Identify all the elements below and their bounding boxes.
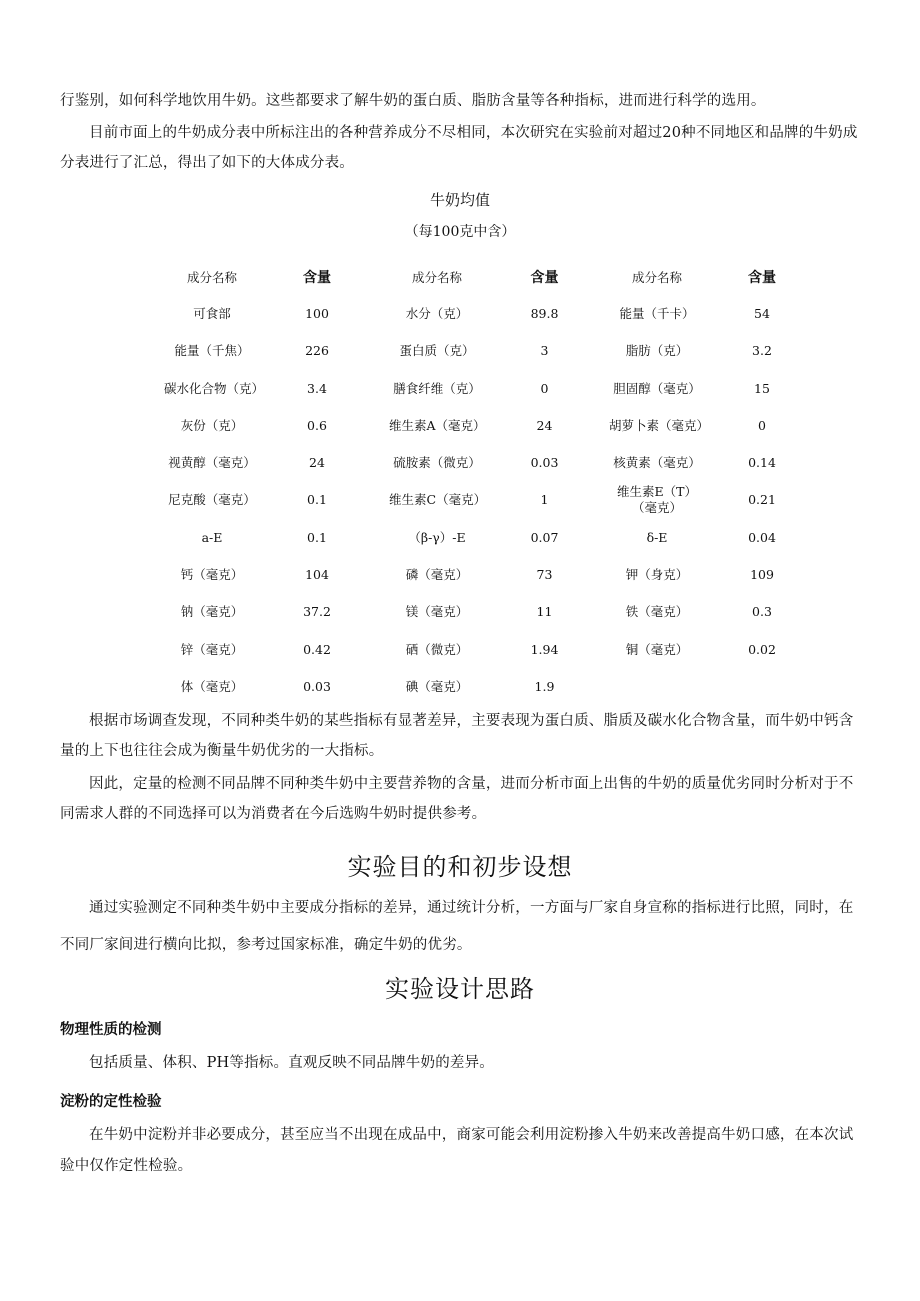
nutrient-amount: 15: [754, 380, 770, 396]
nutrient-name-cell: [587, 444, 727, 481]
nutrient-amount-cell: [727, 594, 797, 631]
nutrient-amount-cell: [727, 631, 797, 668]
nutrient-name-cell: [162, 444, 262, 481]
nutrient-name: 胡萝卜素（毫克）: [609, 417, 710, 433]
nutrient-amount-cell: [502, 370, 587, 407]
nutrient-name: 硒（微克）: [405, 641, 469, 657]
nutrient-amount-cell: [502, 519, 587, 556]
nutrient-amount: 73: [536, 567, 553, 583]
nutrient-amount-cell: [502, 444, 587, 481]
nutrient-amount-cell: [502, 295, 587, 332]
nutrient-amount: 0.3: [752, 604, 772, 620]
nutrient-name: 蛋白质（克）: [399, 343, 475, 359]
header-amount-2: 含量: [530, 269, 559, 286]
header-name-1: 成分名称: [186, 269, 237, 285]
nutrient-amount: 0.42: [303, 641, 331, 657]
nutrient-amount-cell: [727, 668, 797, 705]
nutrient-amount: 0.03: [303, 678, 331, 694]
nutrient-name: 铁（毫克）: [625, 604, 689, 620]
nutrient-name-cell: [372, 333, 502, 370]
market-paragraph: 根据市场调查发现，不同种类牛奶的某些指标有显著差异，主要表现为蛋白质、脂质及碳水化合物含量，而牛奶中钙含量的上下也往往会成为衡量牛奶优劣的一大指标。: [60, 713, 854, 759]
nutrient-name: 灰份（克）: [180, 417, 244, 433]
nutrient-amount: 3.4: [307, 380, 327, 396]
section-title-objective: 实验目的和初步设想: [347, 853, 573, 881]
nutrient-amount-cell: [727, 407, 797, 444]
table-row: [162, 482, 797, 519]
nutrient-name-cell: [162, 407, 262, 444]
nutrient-amount: 0: [758, 417, 766, 433]
nutrient-name-cell: [587, 556, 727, 593]
header-name-2: 成分名称: [411, 269, 462, 285]
nutrient-name: 核黄素（毫克）: [613, 455, 701, 471]
nutrient-name: 体（毫克）: [180, 678, 244, 694]
nutrient-amount-cell: [262, 631, 372, 668]
nutrient-amount: 1.94: [530, 641, 559, 657]
nutrient-amount-cell: [262, 482, 372, 519]
nutrient-name-cell: [587, 668, 727, 705]
table-row: [162, 407, 797, 444]
nutrient-amount: 24: [536, 417, 553, 433]
nutrient-amount-cell: [502, 594, 587, 631]
purpose-paragraph: 因此，定量的检测不同品牌不同种类牛奶中主要营养物的含量，进而分析市面上出售的牛奶的质量优劣同时分析对于不同需求人群的不同选择可以为消费者在今后选购牛奶时提供参考。: [60, 776, 854, 822]
nutrient-amount-cell: [727, 295, 797, 332]
nutrition-table: [162, 258, 797, 706]
objective-paragraph: 通过实验测定不同种类牛奶中主要成分指标的差异，通过统计分析，一方面与厂家自身宣称的指标进行比照，同时，在不同厂家间进行横向比拟，参考过国家标准，确定牛奶的优劣。: [60, 900, 854, 953]
nutrient-amount: 0.03: [530, 455, 559, 471]
nutrient-amount: 1.9: [534, 678, 555, 694]
nutrient-amount-cell: [727, 519, 797, 556]
nutrient-name: 钙（毫克）: [180, 567, 244, 583]
nutrient-name-cell: [162, 482, 262, 519]
nutrient-name-cell: [372, 482, 502, 519]
nutrient-amount-cell: [262, 519, 372, 556]
nutrient-name: 尼克酸（毫克）: [168, 492, 256, 508]
nutrient-amount-cell: [727, 556, 797, 593]
nutrient-amount-cell: [262, 594, 372, 631]
nutrient-name-cell: [372, 407, 502, 444]
nutrient-amount-cell: [262, 295, 372, 332]
nutrient-name-cell: [162, 333, 262, 370]
nutrient-name-cell: [162, 519, 262, 556]
section-title-design: 实验设计思路: [385, 975, 535, 1003]
nutrient-name: 可食部: [193, 305, 231, 321]
nutrient-amount-cell: [502, 333, 587, 370]
nutrient-name: 钾（身克）: [625, 567, 689, 583]
nutrient-name: 钠（毫克）: [180, 604, 244, 620]
nutrient-name: 脂肪（克）: [625, 343, 689, 359]
nutrient-name-cell: [162, 668, 262, 705]
nutrient-name-cell: [587, 333, 727, 370]
nutrient-amount: 24: [309, 455, 325, 471]
nutrient-amount: 1: [540, 492, 549, 508]
nutrient-amount: 0.6: [307, 417, 327, 433]
nutrient-name: δ-E: [646, 529, 668, 545]
nutrient-amount: 11: [536, 604, 553, 620]
nutrient-amount-cell: [262, 444, 372, 481]
nutrient-amount-cell: [727, 444, 797, 481]
nutrient-amount: 37.2: [303, 604, 331, 620]
nutrient-name-cell: [587, 519, 727, 556]
nutrient-amount: 0: [540, 380, 549, 396]
nutrient-name-cell: [162, 370, 265, 407]
nutrient-name-cell: [372, 668, 502, 705]
nutrient-amount: 89.8: [530, 305, 559, 321]
nutrient-name: 能量（千焦）: [174, 343, 250, 359]
physical-paragraph: 包括质量、体积、PH等指标。直观反映不同品牌牛奶的差异。: [89, 1055, 494, 1071]
nutrient-name-cell: [162, 631, 262, 668]
nutrient-name-cell: [162, 594, 262, 631]
nutrient-amount-cell: [262, 333, 372, 370]
header-name-3: 成分名称: [631, 269, 682, 285]
header-amount-1: 含量: [303, 269, 331, 286]
table-row: [162, 631, 797, 668]
starch-paragraph: 在牛奶中淀粉并非必要成分，甚至应当不出现在成品中，商家可能会利用淀粉掺入牛奶来改善提高牛奶口感，在本次试验中仅作定性检验。: [60, 1127, 854, 1174]
intro-line: 行鉴别，如何科学地饮用牛奶。这些都要求了解牛奶的蛋白质、脂肪含量等各种指标，进而进行科学的选用。: [60, 93, 766, 109]
nutrient-amount-cell: [502, 668, 587, 705]
nutrient-name: 视黄醇（毫克）: [168, 455, 256, 471]
nutrient-amount-cell: [262, 370, 372, 407]
table-row: [162, 370, 797, 407]
nutrient-amount-cell: [727, 482, 797, 519]
table-row: [162, 333, 797, 370]
nutrient-name-cell: [587, 370, 727, 407]
nutrient-name: 磷（毫克）: [405, 567, 469, 583]
nutrient-name: 胆固醇（毫克）: [613, 380, 701, 396]
nutrient-amount-cell: [502, 407, 587, 444]
nutrient-amount-cell: [502, 631, 587, 668]
nutrient-amount: 0.21: [748, 492, 776, 508]
nutrient-name-cell: [587, 295, 727, 332]
nutrient-amount: 54: [754, 305, 770, 321]
table-subtitle: （每100克中含）: [404, 224, 516, 240]
nutrient-amount-cell: [502, 556, 587, 593]
nutrient-name-cell: [372, 594, 502, 631]
nutrient-amount: 0.1: [307, 529, 327, 545]
nutrient-name-cell: [162, 295, 262, 332]
nutrient-name-cell: [372, 295, 502, 332]
nutrient-name-cell: [162, 556, 262, 593]
nutrient-amount-cell: [502, 482, 587, 519]
nutrient-amount: 0.04: [748, 529, 776, 545]
nutrient-name: 维生素A（毫克）: [389, 417, 486, 433]
nutrient-name: 硫胺素（微克）: [393, 455, 481, 471]
nutrient-name-cell: [372, 370, 502, 407]
nutrient-name: 碳水化合物（克）: [164, 380, 265, 396]
nutrient-name: 铜（毫克）: [625, 641, 689, 657]
subheading-physical: 物理性质的检测: [60, 1022, 162, 1038]
table-row: [162, 556, 797, 593]
nutrient-amount-cell: [727, 333, 797, 370]
nutrient-name: 锌（毫克）: [180, 641, 244, 657]
nutrient-amount: 0.07: [530, 529, 559, 545]
nutrient-name-cell: [372, 631, 502, 668]
nutrient-name-cell: [587, 407, 727, 444]
nutrient-amount: 0.14: [748, 455, 776, 471]
nutrient-name: 膳食纤维（克）: [393, 380, 481, 396]
nutrient-amount: 3: [540, 343, 549, 359]
nutrient-name: 碘（毫克）: [405, 678, 469, 694]
nutrient-amount: 100: [305, 305, 329, 321]
nutrient-name: （β-γ）-E: [408, 529, 466, 545]
nutrient-amount: 226: [305, 343, 329, 359]
nutrient-name-cell: [372, 556, 502, 593]
nutrient-amount: 3.2: [752, 343, 772, 359]
nutrient-amount: 109: [750, 567, 774, 583]
header-amount-3: 含量: [748, 269, 776, 286]
nutrient-amount-cell: [262, 668, 372, 705]
nutrient-name: 水分（克）: [405, 305, 469, 321]
nutrient-amount-cell: [262, 407, 372, 444]
table-header-row: [162, 258, 797, 295]
nutrient-name: 能量（千卡）: [619, 305, 695, 321]
nutrient-amount-cell: [262, 556, 372, 593]
nutrient-name: 镁（毫克）: [405, 604, 469, 620]
table-row: [162, 668, 797, 705]
intro-paragraph: 目前市面上的牛奶成分表中所标注出的各种营养成分不尽相同，本次研究在实验前对超过20种不同地区和品牌的牛奶成分表进行了汇总，得出了如下的大体成分表。: [60, 125, 858, 171]
table-row: [162, 594, 797, 631]
nutrient-name: 维生素C（毫克）: [389, 492, 487, 508]
nutrient-name-cell: [372, 519, 502, 556]
nutrient-name-cell: [372, 444, 502, 481]
nutrient-name-cell: [587, 594, 727, 631]
nutrient-name-cell: [587, 631, 727, 668]
table-row: [162, 295, 797, 332]
nutrient-amount: 104: [305, 567, 329, 583]
nutrient-name-cell: [587, 482, 727, 519]
nutrient-amount-cell: [727, 370, 797, 407]
table-row: [162, 444, 797, 481]
subheading-starch: 淀粉的定性检验: [60, 1094, 162, 1110]
nutrient-name: 维生素E（T）（毫克）: [617, 484, 697, 516]
nutrient-amount: 0.02: [748, 641, 776, 657]
nutrient-amount: 0.1: [307, 492, 327, 508]
table-row: [162, 519, 797, 556]
table-title: 牛奶均值: [429, 191, 490, 209]
nutrient-name: a-E: [201, 529, 223, 545]
